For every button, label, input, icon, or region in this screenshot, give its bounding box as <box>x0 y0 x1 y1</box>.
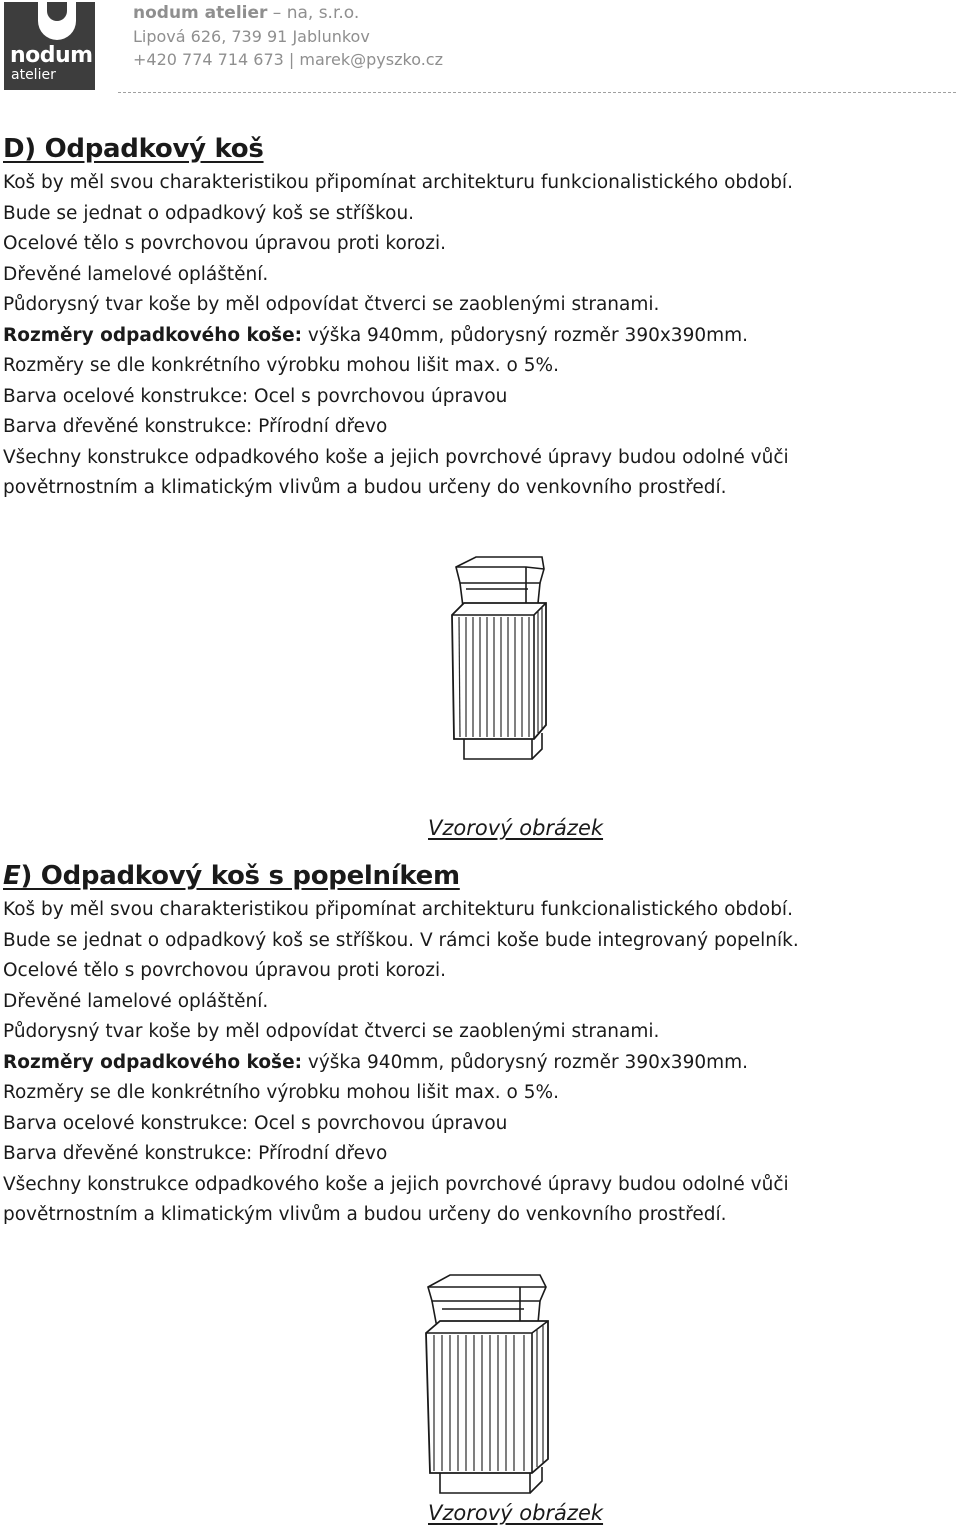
section-e-line: Všechny konstrukce odpadkového koše a jejich povrchové úpravy budou odolné vůči <box>3 1173 789 1195</box>
section-d-heading: D) Odpadkový koš <box>3 134 264 164</box>
section-d-line: Ocelové tělo s povrchovou úpravou proti korozi. <box>3 233 447 254</box>
heading-text: ) Odpadkový koš s popelníkem <box>20 861 460 891</box>
section-e-line: Dřevěné lamelové opláštění. <box>3 990 269 1012</box>
section-e-heading <box>3 857 952 895</box>
section-d-line: Rozměry se dle konkrétního výrobku mohou lišit max. o 5%. <box>3 355 559 376</box>
dimensions-value: výška 940mm, půdorysný rozměr 390x390mm. <box>302 1051 749 1073</box>
section-e-dimensions <box>3 1048 952 1079</box>
company-info <box>133 2 443 71</box>
section-e-line: Barva dřevěné konstrukce: Přírodní dřevo <box>3 1143 388 1164</box>
section-e-line: Rozměry se dle konkrétního výrobku mohou lišit max. o 5%. <box>3 1082 559 1103</box>
section-e-line: Bude se jednat o odpadkový koš se stříškou. V rámci koše bude integrovaný popelník. <box>3 929 799 951</box>
header-divider <box>118 92 956 93</box>
section-d-caption: Vzorový obrázek <box>428 816 604 840</box>
section-d-line: Dřevěné lamelové opláštění. <box>3 263 269 285</box>
section-d-line: Bude se jednat o odpadkový koš se stříškou. <box>3 202 415 224</box>
company-address: Lipová 626, 739 91 Jablunkov <box>133 27 370 46</box>
section-e-line: Ocelové tělo s povrchovou úpravou proti korozi. <box>3 960 447 981</box>
dimensions-label: Rozměry odpadkového koše: <box>3 1051 303 1073</box>
logo-mark-icon <box>38 2 76 40</box>
company-name: nodum atelier <box>133 3 268 23</box>
section-d-line: Koš by měl svou charakteristikou připomínat architekturu funkcionalistického období. <box>3 172 793 193</box>
section-e <box>3 857 952 1231</box>
section-d-line: povětrnostním a klimatickým vlivům a budou určeny do venkovního prostředí. <box>3 477 727 498</box>
heading-letter: E <box>3 861 21 891</box>
section-e-line: Půdorysný tvar koše by měl odpovídat čtverci se zaoblenými stranami. <box>3 1021 660 1042</box>
section-e-line: povětrnostním a klimatickým vlivům a budou určeny do venkovního prostředí. <box>3 1204 727 1225</box>
section-d-line: Všechny konstrukce odpadkového koše a jejich povrchové úpravy budou odolné vůči <box>3 446 789 468</box>
company-legal-suffix: – na, s.r.o. <box>272 3 360 23</box>
section-d <box>3 130 952 504</box>
company-name-line <box>133 2 443 25</box>
company-email[interactable]: marek@pyszko.cz <box>299 50 443 69</box>
dimensions-value: výška 940mm, půdorysný rozměr 390x390mm. <box>302 324 749 346</box>
waste-bin-illustration <box>446 555 550 765</box>
section-e-line: Barva ocelové konstrukce: Ocel s povrchovou úpravou <box>3 1112 508 1134</box>
company-phone: +420 774 714 673 <box>133 50 284 69</box>
section-d-line: Půdorysný tvar koše by měl odpovídat čtverci se zaoblenými stranami. <box>3 294 660 315</box>
logo-subtitle: atelier <box>11 67 56 83</box>
waste-bin-with-ashtray-illustration <box>420 1271 552 1497</box>
logo-word: nodum <box>10 43 93 68</box>
section-e-caption: Vzorový obrázek <box>428 1501 604 1525</box>
section-d-line: Barva ocelové konstrukce: Ocel s povrchovou úpravou <box>3 385 508 407</box>
section-d-dimensions <box>3 321 952 352</box>
dimensions-label: Rozměry odpadkového koše: <box>3 324 303 346</box>
contact-separator: | <box>288 50 295 69</box>
company-contact <box>133 48 443 71</box>
company-logo <box>4 2 95 90</box>
section-e-line: Koš by měl svou charakteristikou připomínat architekturu funkcionalistického období. <box>3 899 793 920</box>
section-d-line: Barva dřevěné konstrukce: Přírodní dřevo <box>3 416 388 437</box>
